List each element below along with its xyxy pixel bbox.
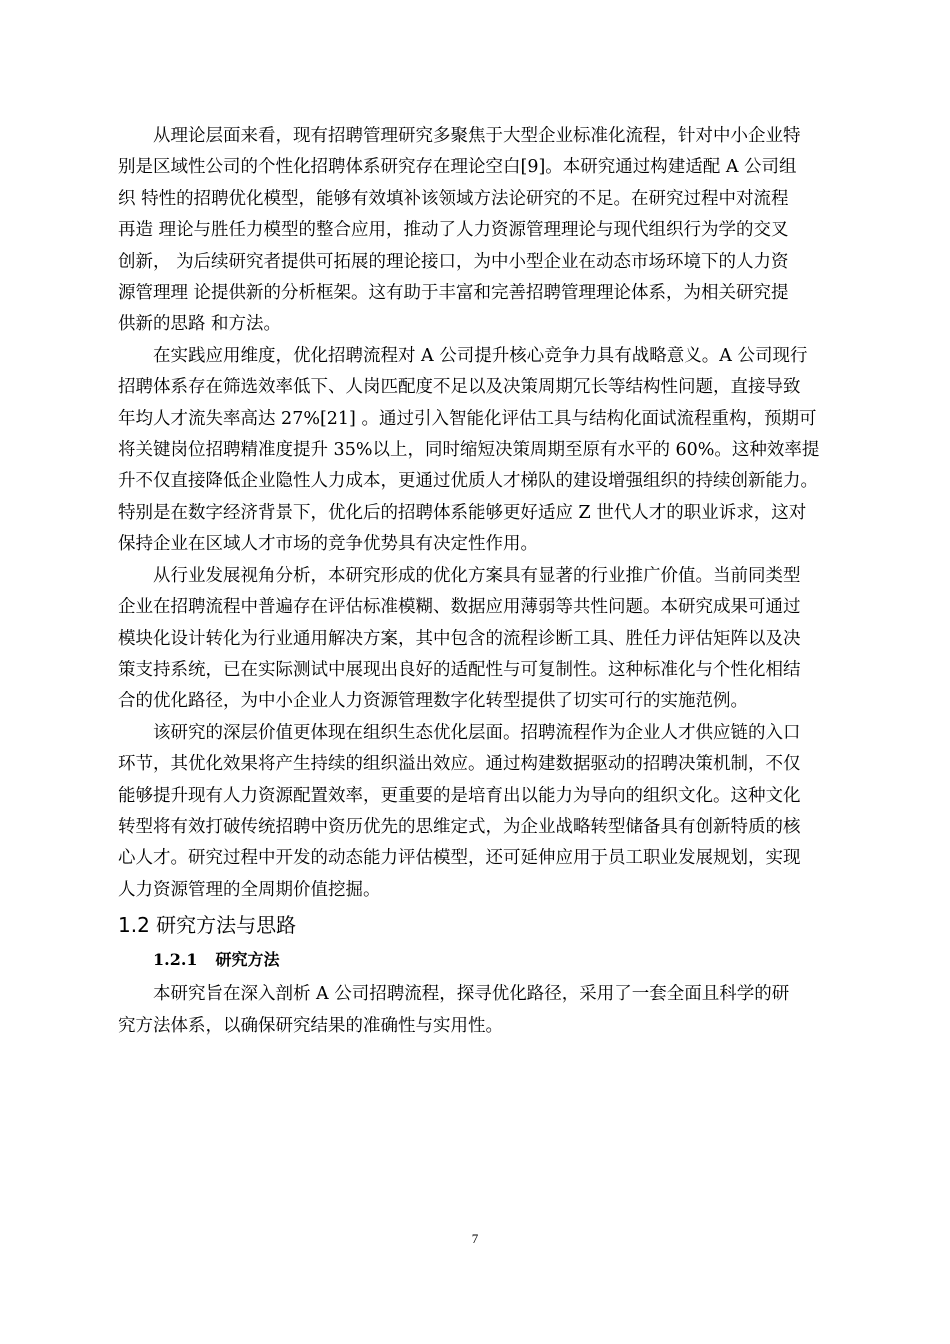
text-line: 究方法体系，以确保研究结果的准确性与实用性。: [118, 1015, 503, 1036]
text-line: 保持企业在区域人才市场的竞争优势具有决定性作用。: [118, 534, 538, 555]
text-line: 人力资源管理的全周期价值挖掘。: [118, 879, 381, 900]
text-line: 供新的思路 和方法。: [118, 314, 282, 335]
page-number: 7: [471, 1231, 479, 1246]
paragraph-theory: [118, 121, 860, 341]
text-line: 从理论层面来看，现有招聘管理研究多聚焦于大型企业标准化流程，针对中小企业特: [153, 126, 801, 146]
text-line: 创新， 为后续研究者提供可拓展的理论接口，为中小型企业在动态市场环境下的人力资: [118, 251, 789, 272]
text-line: 招聘体系存在筛选效率低下、人岗匹配度不足以及决策周期冗长等结构性问题，直接导致: [118, 377, 801, 398]
text-line: 别是区域性公司的个性化招聘体系研究存在理论空白[9]。本研究通过构建适配 A 公司组: [118, 157, 797, 178]
text-line: 环节，其优化效果将产生持续的组织溢出效应。通过构建数据驱动的招聘决策机制，不仅: [118, 754, 801, 775]
text-line: 合的优化路径，为中小企业人力资源管理数字化转型提供了切实可行的实施范例。: [118, 691, 748, 712]
text-line: 企业在招聘流程中普遍存在评估标准模糊、数据应用薄弱等共性问题。本研究成果可通过: [118, 597, 801, 618]
text-line: 转型将有效打破传统招聘中资历优先的思维定式，为企业战略转型储备具有创新特质的核: [118, 816, 801, 837]
paragraph-practice: [118, 341, 860, 561]
text-line: 再造 理论与胜任力模型的整合应用，推动了人力资源管理理论与现代组织行为学的交叉: [118, 220, 789, 241]
text-line: 源管理理 论提供新的分析框架。这有助于丰富和完善招聘管理理论体系，为相关研究提: [118, 283, 789, 304]
text-line: 特别是在数字经济背景下，优化后的招聘体系能够更好适应 Z 世代人才的职业诉求，这对: [118, 502, 807, 523]
text-line: 模块化设计转化为行业通用解决方案，其中包含的流程诊断工具、胜任力评估矩阵以及决: [118, 628, 801, 649]
text-line: 织 特性的招聘优化模型，能够有效填补该领域方法论研究的不足。在研究过程中对流程: [118, 188, 789, 209]
subsection-title: 研究方法: [215, 950, 280, 970]
paragraph-methods: [118, 979, 860, 1042]
subsection-number: 1.2.1: [153, 950, 198, 970]
text-line: 从行业发展视角分析，本研究形成的优化方案具有显著的行业推广价值。当前同类型: [153, 565, 801, 586]
text-line: 将关键岗位招聘精准度提升 35%以上，同时缩短决策周期至原有水平的 60%。这种效率提: [118, 440, 820, 461]
paragraph-industry: [118, 561, 860, 718]
page-body: [118, 121, 860, 1042]
text-line: 能够提升现有人力资源配置效率，更重要的是培育出以能力为导向的组织文化。这种文化: [118, 785, 801, 806]
section-heading: 1.2 研究方法与思路: [118, 913, 297, 938]
text-line: 心人才。研究过程中开发的动态能力评估模型，还可延伸应用于员工职业发展规划，实现: [118, 848, 801, 869]
paragraph-ecology: [118, 718, 860, 906]
text-line: 升不仅直接降低企业隐性人力成本，更通过优质人才梯队的建设增强组织的持续创新能力。: [118, 471, 818, 492]
text-line: 策支持系统，已在实际测试中展现出良好的适配性与可复制性。这种标准化与个性化相结: [118, 659, 801, 680]
text-line: 在实践应用维度，优化招聘流程对 A 公司提升核心竞争力具有战略意义。A 公司现行: [153, 345, 808, 366]
subsection-heading: [118, 943, 860, 977]
text-line: 本研究旨在深入剖析 A 公司招聘流程，探寻优化路径，采用了一套全面且科学的研: [153, 984, 790, 1005]
text-line: 年均人才流失率高达 27%[21] 。通过引入智能化评估工具与结构化面试流程重构，预期可: [118, 408, 817, 429]
text-line: 该研究的深层价值更体现在组织生态优化层面。招聘流程作为企业人才供应链的入口: [153, 722, 801, 743]
